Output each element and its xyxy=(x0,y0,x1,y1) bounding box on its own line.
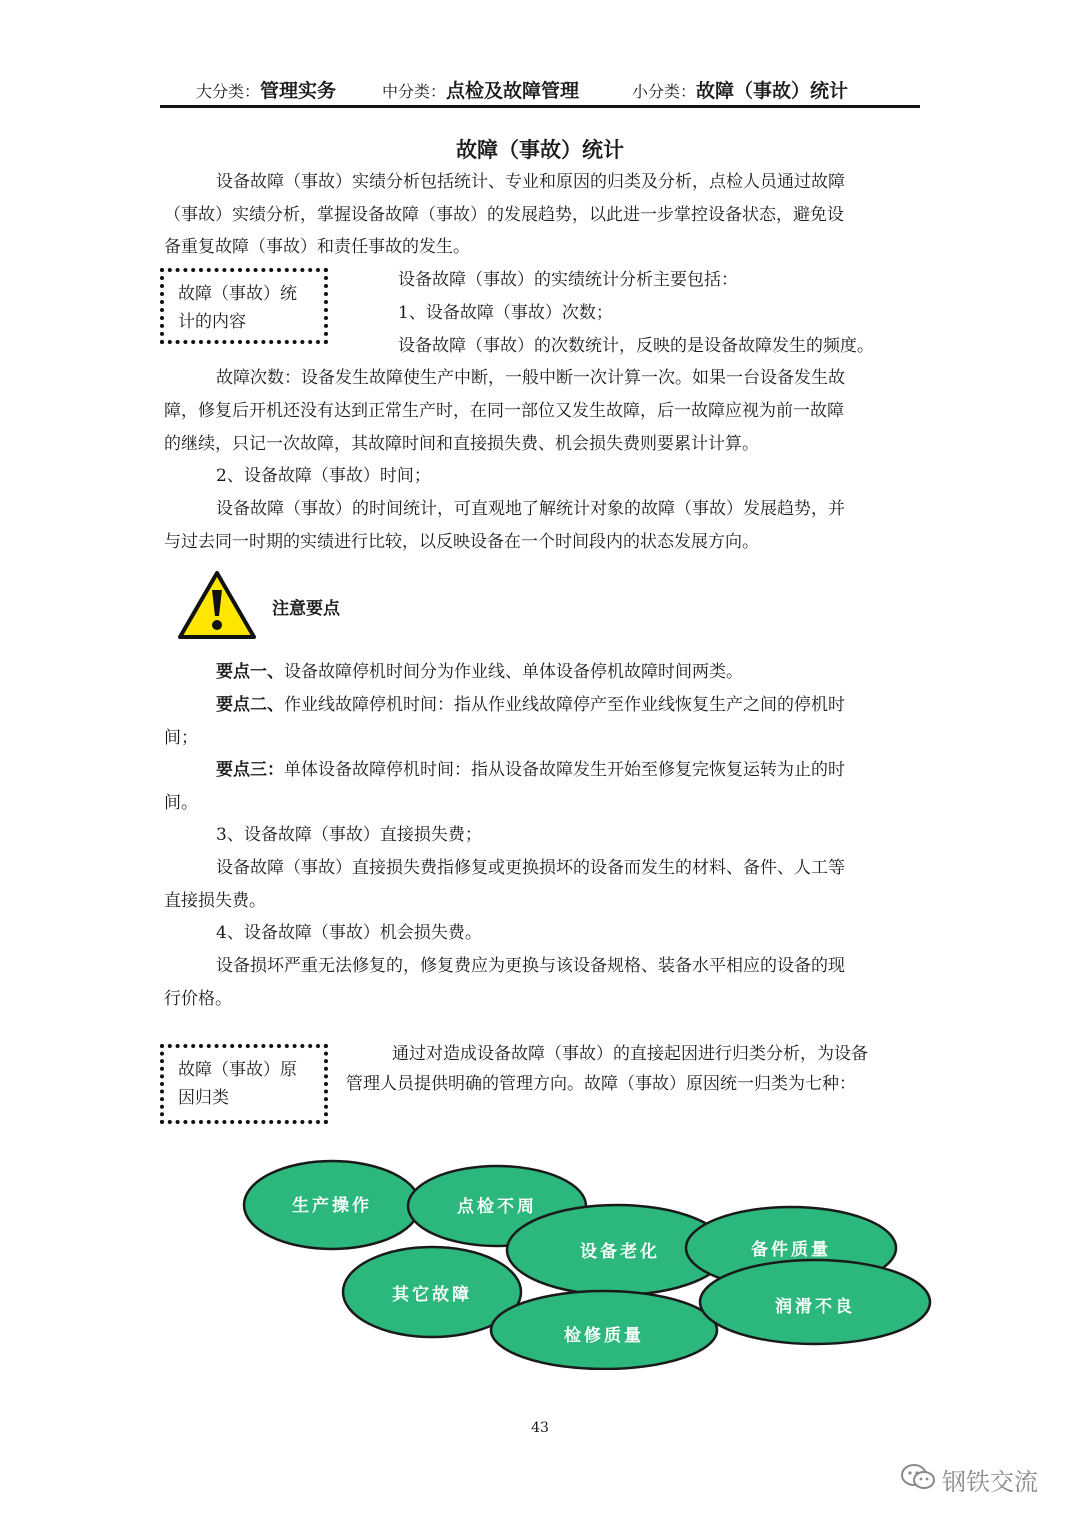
cause-ellipse-production-operation xyxy=(244,1161,420,1249)
costs-p3-line-1: 设备故障（事故）直接损失费指修复或更换损坏的设备而发生的材料、备件、人工等 xyxy=(216,858,845,878)
header-mid-value: 点检及故障管理 xyxy=(446,80,580,102)
cause-ellipse-lubrication xyxy=(700,1260,930,1344)
notice-point-1-key: 要点一、 xyxy=(216,662,284,682)
header-big-category xyxy=(196,74,336,109)
header-big-value: 管理实务 xyxy=(260,80,337,102)
side-box-causes xyxy=(160,1044,328,1124)
header-big-key: 大分类： xyxy=(196,82,261,101)
notice-point-3-cont: 间。 xyxy=(164,793,198,813)
notice-label: 注意要点 xyxy=(272,599,340,619)
header-mid-key: 中分类： xyxy=(382,82,447,101)
notice-point-3 xyxy=(216,754,920,787)
stats-p1-line-1: 故障次数：设备发生故障使生产中断，一般中断一次计算一次。如果一台设备发生故 xyxy=(216,368,845,388)
cause-label-6: 检修质量 xyxy=(564,1326,644,1346)
warning-icon xyxy=(178,570,256,644)
header-small-category xyxy=(632,74,848,109)
stats-p2-line-1: 设备故障（事故）的时间统计，可直观地了解统计对象的故障（事故）发展趋势，并 xyxy=(216,499,845,519)
notice-point-2-key: 要点二、 xyxy=(216,695,284,715)
stats-item-2: 2、设备故障（事故）时间； xyxy=(216,466,431,486)
costs-p3-line-2: 直接损失费。 xyxy=(164,891,266,911)
watermark xyxy=(900,1462,1038,1497)
stats-item-1-desc: 设备故障（事故）的次数统计，反映的是设备故障发生的频度。 xyxy=(398,336,874,356)
header-mid-category xyxy=(382,74,579,109)
cause-label-3: 设备老化 xyxy=(580,1242,660,1262)
cause-label-1: 生产操作 xyxy=(292,1196,372,1216)
notice-point-1 xyxy=(216,656,920,689)
costs-item-3: 3、设备故障（事故）直接损失费； xyxy=(216,825,482,845)
cause-ellipse-repair-quality xyxy=(491,1291,717,1369)
cause-label-2: 点检不周 xyxy=(457,1197,537,1217)
side-box-causes-line-1: 故障（事故）原 xyxy=(178,1060,297,1080)
cause-label-5: 其它故障 xyxy=(392,1285,472,1305)
stats-lead: 设备故障（事故）的实绩统计分析主要包括： xyxy=(398,270,738,290)
stats-item-1: 1、设备故障（事故）次数； xyxy=(398,303,613,323)
intro-line-3: 备重复故障（事故）和责任事故的发生。 xyxy=(164,237,470,257)
costs-p4-line-2: 行价格。 xyxy=(164,989,232,1009)
notice-point-3-text: 单体设备故障停机时间：指从设备故障发生开始至修复完恢复运转为止的时 xyxy=(284,760,845,780)
side-box-statistics-line-2: 计的内容 xyxy=(178,312,246,332)
costs-item-4: 4、设备故障（事故）机会损失费。 xyxy=(216,923,482,943)
intro-line-1: 设备故障（事故）实绩分析包括统计、专业和原因的归类及分析，点检人员通过故障 xyxy=(216,172,845,192)
causes-intro-line-2: 管理人员提供明确的管理方向。故障（事故）原因统一归类为七种： xyxy=(346,1074,856,1094)
causes-diagram xyxy=(0,1150,1080,1370)
side-box-statistics-line-1: 故障（事故）统 xyxy=(178,284,297,304)
page-header xyxy=(160,74,920,108)
cause-label-7: 润滑不良 xyxy=(775,1297,855,1317)
header-small-key: 小分类： xyxy=(632,82,697,101)
cause-label-4: 备件质量 xyxy=(751,1240,831,1260)
side-box-causes-line-2: 因归类 xyxy=(178,1088,229,1108)
notice-point-2-text: 作业线故障停机时间：指从作业线故障停产至作业线恢复生产之间的停机时 xyxy=(284,695,845,715)
notice-point-3-key: 要点三： xyxy=(216,760,284,780)
causes-intro-line-1: 通过对造成设备故障（事故）的直接起因进行归类分析，为设备 xyxy=(392,1044,868,1064)
header-small-value: 故障（事故）统计 xyxy=(696,80,849,102)
notice-point-2-cont: 间； xyxy=(164,728,198,748)
notice-point-1-text: 设备故障停机时间分为作业线、单体设备停机故障时间两类。 xyxy=(284,662,743,682)
watermark-text: 钢铁交流 xyxy=(942,1468,1038,1496)
page-title: 故障（事故）统计 xyxy=(456,138,624,162)
side-box-statistics xyxy=(160,268,328,344)
intro-line-2: （事故）实绩分析，掌握设备故障（事故）的发展趋势，以此进一步掌控设备状态，避免设 xyxy=(164,205,844,225)
costs-p4-line-1: 设备损坏严重无法修复的，修复费应为更换与该设备规格、装备水平相应的设备的现 xyxy=(216,956,845,976)
stats-p1-line-2: 障，修复后开机还没有达到正常生产时，在同一部位又发生故障，后一故障应视为前一故障 xyxy=(164,401,844,421)
notice-point-2 xyxy=(216,689,920,722)
stats-p1-line-3: 的继续，只记一次故障，其故障时间和直接损失费、机会损失费则要累计计算。 xyxy=(164,434,759,454)
wechat-icon xyxy=(900,1463,936,1497)
page-number: 43 xyxy=(531,1420,549,1436)
stats-p2-line-2: 与过去同一时期的实绩进行比较，以反映设备在一个时间段内的状态发展方向。 xyxy=(164,532,759,552)
